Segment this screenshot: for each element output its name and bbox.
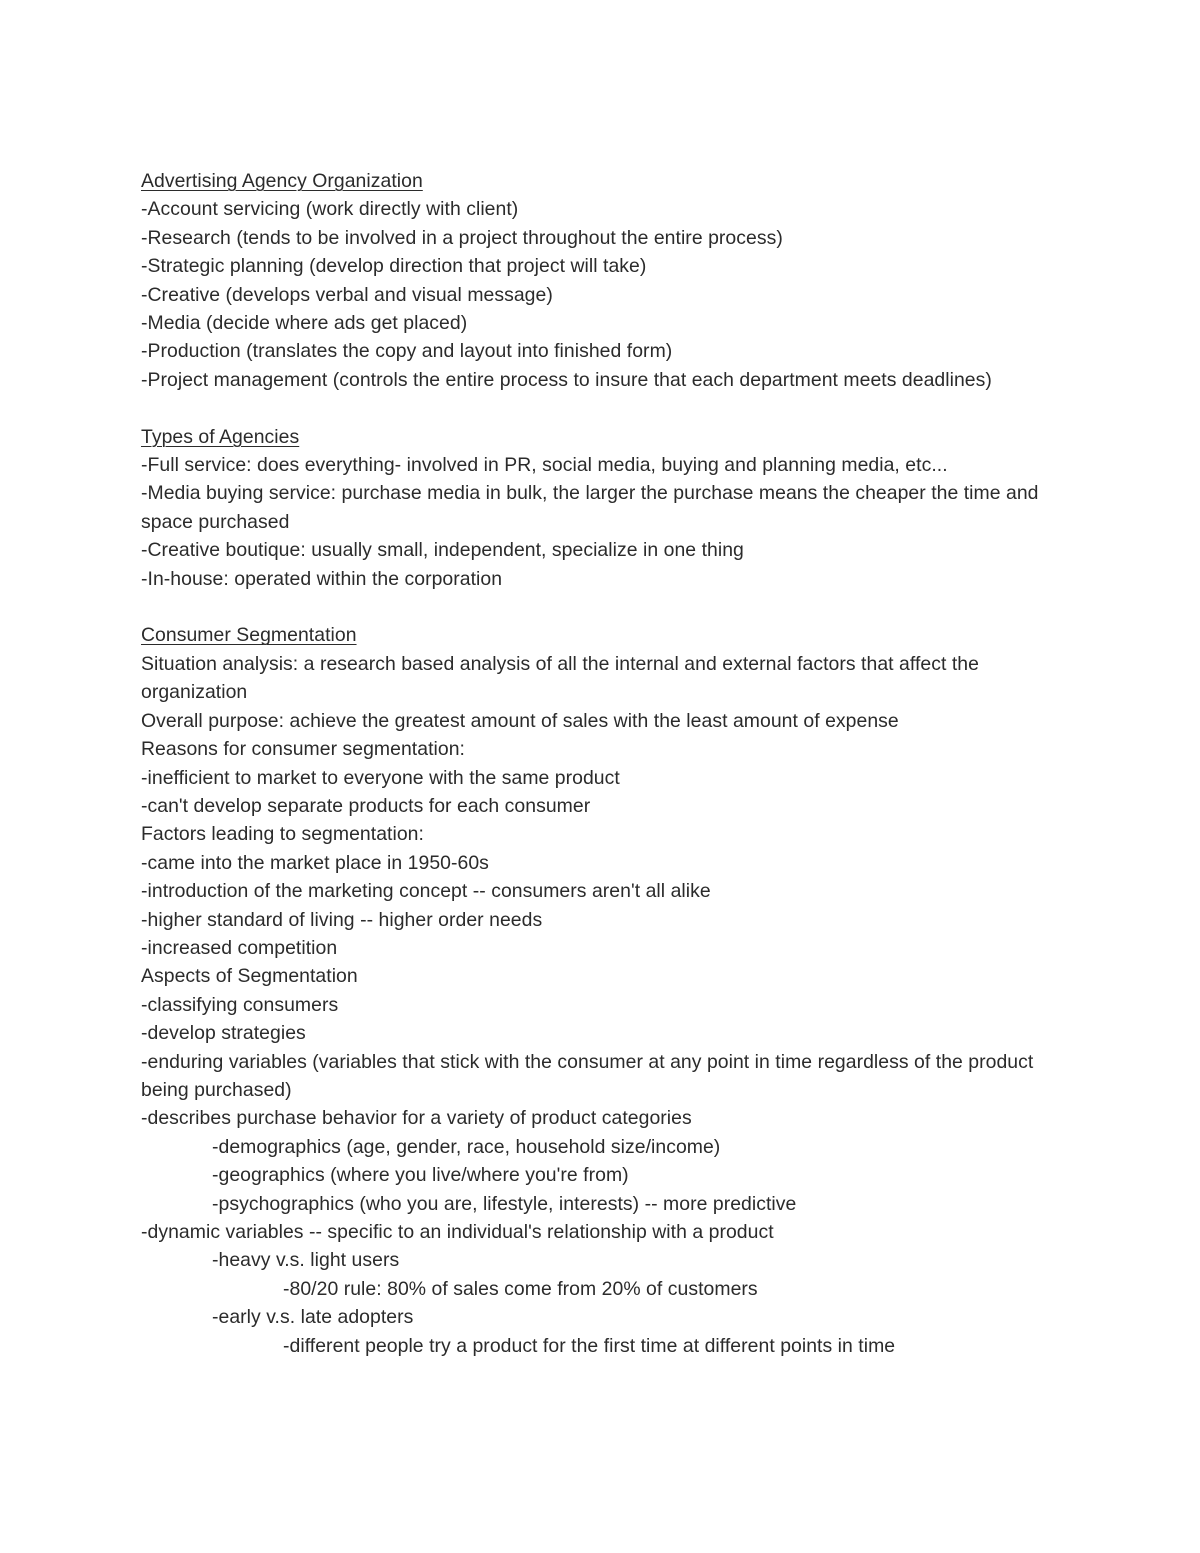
section-heading: Advertising Agency Organization bbox=[141, 170, 423, 192]
sub-sub-list-item: -80/20 rule: 80% of sales come from 20% of customers bbox=[283, 1277, 758, 1300]
paragraph-line: Situation analysis: a research based analysis of all the internal and external factors that affect the organization bbox=[141, 652, 979, 704]
list-item: -Creative boutique: usually small, independent, specialize in one thing bbox=[141, 539, 744, 562]
list-item: -Creative (develops verbal and visual message) bbox=[141, 283, 553, 306]
paragraph-line: Factors leading to segmentation: bbox=[141, 823, 424, 846]
spacer bbox=[141, 593, 1066, 621]
sub-list-item: -geographics (where you live/where you're from) bbox=[212, 1164, 629, 1187]
list-item: -Research (tends to be involved in a project throughout the entire process) bbox=[141, 226, 783, 249]
list-item: -classifying consumers bbox=[141, 993, 339, 1016]
list-item: -dynamic variables -- specific to an individual's relationship with a product bbox=[141, 1221, 774, 1243]
sub-list-item: -demographics (age, gender, race, household size/income) bbox=[212, 1135, 721, 1158]
section-heading: Types of Agencies bbox=[141, 425, 300, 448]
document-body bbox=[141, 167, 1066, 1360]
list-item: -Project management (controls the entire process to insure that each department meets deadlines) bbox=[141, 368, 992, 391]
list-item: -Media (decide where ads get placed) bbox=[141, 312, 468, 335]
list-item: -higher standard of living -- higher order needs bbox=[141, 908, 543, 931]
list-item: -enduring variables (variables that stick with the consumer at any point in time regardless of the product being purchased) bbox=[141, 1050, 1034, 1101]
list-item: -Account servicing (work directly with client) bbox=[141, 198, 519, 221]
paragraph-line: Reasons for consumer segmentation: bbox=[141, 738, 465, 761]
list-item: -inefficient to market to everyone with the same product bbox=[141, 766, 620, 789]
sub-list-item: -heavy v.s. light users bbox=[212, 1249, 400, 1272]
sub-sub-list-item: -different people try a product for the first time at different points in time bbox=[283, 1334, 896, 1357]
sub-list-item: -early v.s. late adopters bbox=[212, 1306, 414, 1329]
list-item: -In-house: operated within the corporation bbox=[141, 567, 503, 590]
spacer bbox=[141, 394, 1066, 422]
list-item: -Full service: does everything- involved in PR, social media, buying and planning media, etc... bbox=[141, 454, 948, 477]
sub-list-item: -psychographics (who you are, lifestyle, interests) -- more predictive bbox=[212, 1192, 797, 1215]
paragraph-line: Aspects of Segmentation bbox=[141, 965, 358, 988]
list-item: -increased competition bbox=[141, 936, 338, 959]
paragraph-line: Overall purpose: achieve the greatest amount of sales with the least amount of expense bbox=[141, 709, 899, 732]
list-item: -introduction of the marketing concept -- consumers aren't all alike bbox=[141, 880, 711, 903]
list-item: -came into the market place in 1950-60s bbox=[141, 851, 489, 874]
list-item: -can't develop separate products for each consumer bbox=[141, 794, 591, 817]
list-item: -develop strategies bbox=[141, 1022, 306, 1045]
list-item: -Strategic planning (develop direction that project will take) bbox=[141, 255, 647, 278]
list-item: -Media buying service: purchase media in bulk, the larger the purchase means the cheaper the time and space purchased bbox=[141, 482, 1039, 533]
list-item: -describes purchase behavior for a variety of product categories bbox=[141, 1107, 692, 1130]
list-item: -Production (translates the copy and layout into finished form) bbox=[141, 340, 673, 363]
section-heading: Consumer Segmentation bbox=[141, 624, 357, 647]
